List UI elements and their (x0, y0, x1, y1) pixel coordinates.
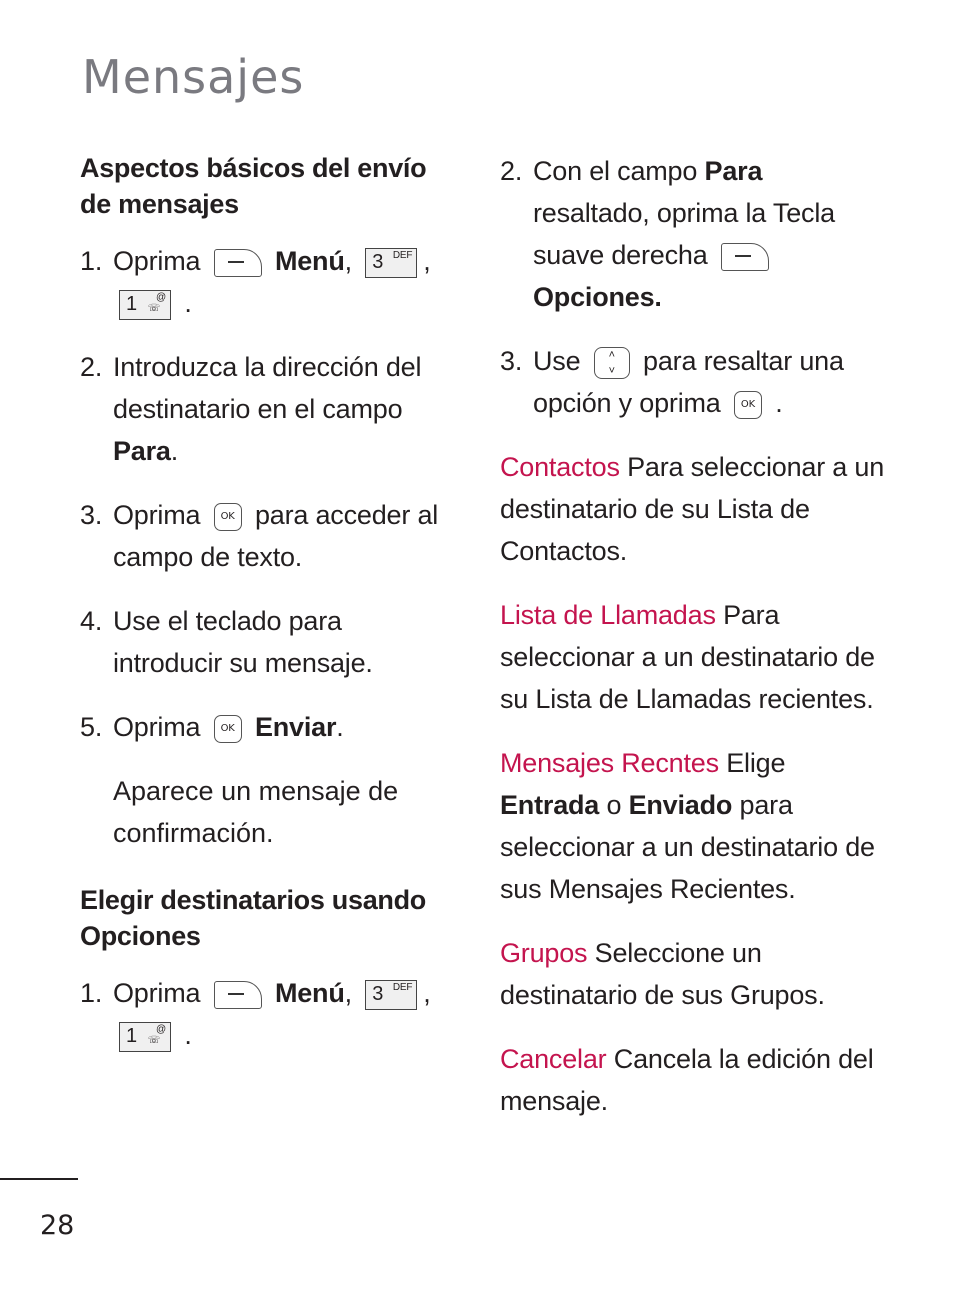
step-3-right: 3. Use ˄ ˅ para resaltar una opción y oprima OK . (500, 346, 844, 418)
option-lista-de-llamadas: Lista de Llamadas Para seleccionar a un destinatario de su Lista de Llamadas recientes. (500, 600, 875, 714)
right-column (500, 150, 885, 1144)
option-contactos: Contactos Para seleccionar a un destinatario de su Lista de Contactos. (500, 452, 885, 566)
nav-key-icon: ˄ ˅ (594, 347, 630, 379)
step-2-right: 2. Con el campo Para resaltado, oprima la Tecla suave derecha Opciones. (500, 156, 835, 312)
step-3: 3. Oprima OK para acceder al campo de texto. (80, 500, 439, 572)
footer-rule (0, 1178, 78, 1180)
ok-key-icon: OK (214, 715, 242, 743)
option-mensajes-recientes: Mensajes Recntes Elige Entrada o Enviado para seleccionar a un destinatario de sus Mensajes Recientes. (500, 748, 875, 904)
key-1-voicemail-icon: 1 @ ☏ (119, 1022, 171, 1052)
left-column (80, 150, 455, 1078)
step-5: 5. Oprima OK Enviar. (80, 712, 344, 742)
section-title-basics: Aspectos básicos del envío de mensajes (80, 153, 427, 219)
key-3-def-icon: 3 DEF (365, 980, 417, 1010)
ok-key-icon: OK (214, 503, 242, 531)
ok-key-icon: OK (734, 391, 762, 419)
key-3-def-icon: 3 DEF (365, 248, 417, 278)
option-grupos: Grupos Seleccione un destinatario de sus Grupos. (500, 938, 825, 1010)
page-title: Mensajes (82, 50, 305, 104)
right-soft-key-icon (721, 243, 769, 271)
left-soft-key-icon (214, 249, 262, 277)
option-cancelar: Cancelar Cancela la edición del mensaje. (500, 1044, 874, 1116)
key-1-voicemail-icon: 1 @ ☏ (119, 290, 171, 320)
step-1: 1. Oprima Menú, 3 DEF , 1 @ ☏ . (80, 246, 431, 318)
page-number: 28 (40, 1210, 75, 1241)
left-soft-key-icon (214, 981, 262, 1009)
confirmation-note: Aparece un mensaje de confirmación. (113, 776, 399, 848)
step-4: 4. Use el teclado para introducir su mensaje. (80, 606, 373, 678)
section-title-recipients: Elegir destinatarios usando Opciones (80, 885, 426, 951)
step-1-recipients: 1. Oprima Menú, 3 DEF , 1 @ ☏ . (80, 978, 431, 1050)
step-2: 2. Introduzca la dirección del destinatario en el campo Para. (80, 352, 422, 466)
